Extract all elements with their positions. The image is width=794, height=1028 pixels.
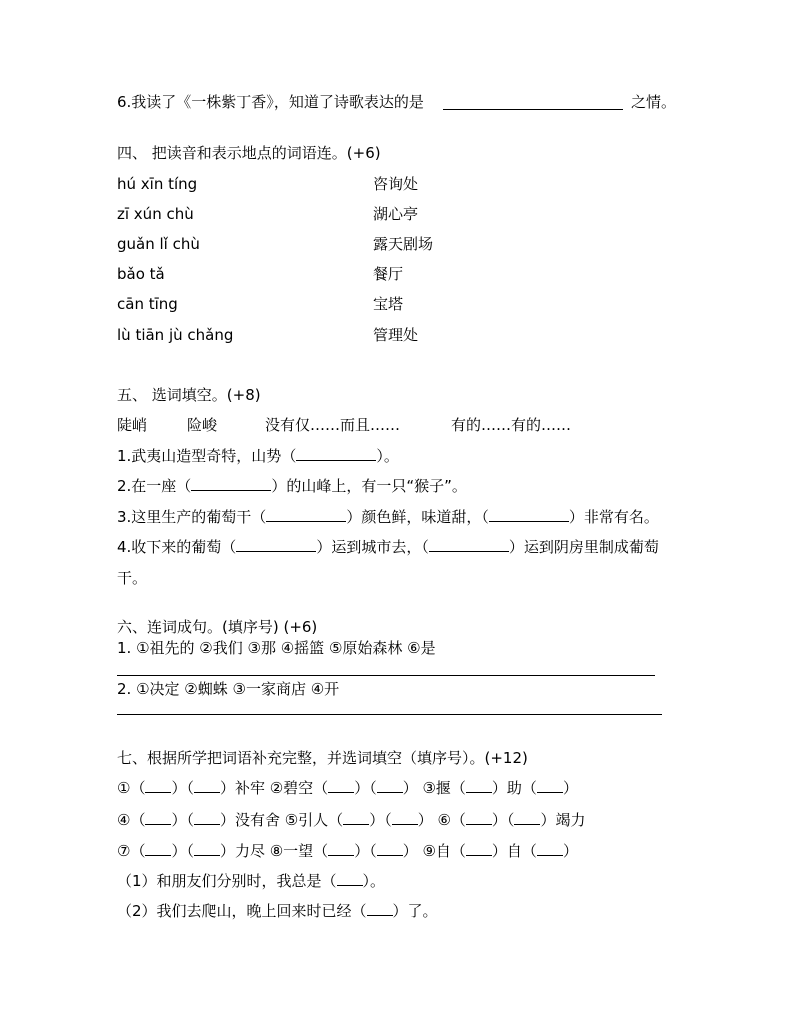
sec5-q3-text-a: 3.这里生产的葡萄干（ (117, 508, 267, 526)
place-4[interactable]: 餐厅 (373, 265, 404, 283)
text: ）竭力 (540, 811, 586, 829)
place-6[interactable]: 管理处 (373, 326, 419, 344)
blank[interactable] (466, 778, 492, 793)
blank[interactable] (145, 841, 171, 856)
sec5-q4-continuation: 干。 (117, 569, 148, 587)
blank[interactable] (466, 810, 492, 825)
sec5-q3 (117, 507, 659, 527)
place-2[interactable]: 湖心亭 (373, 205, 419, 223)
text: ）力尽 ⑧一望（ (219, 842, 329, 860)
blank[interactable] (367, 901, 393, 916)
sec5-q3-blank-2[interactable] (489, 507, 569, 522)
text: ）助（ (491, 779, 537, 797)
pinyin-5[interactable]: cān tīng (117, 295, 178, 313)
sec5-q4-blank-1[interactable] (236, 537, 316, 552)
blank[interactable] (537, 778, 563, 793)
text: （1）和朋友们分别时，我总是（ (117, 872, 337, 890)
section-4-title: 四、 把读音和表示地点的词语连。(+6) (117, 144, 381, 162)
sec6-q1: 1. ①祖先的 ②我们 ③那 ④摇篮 ⑤原始森林 ⑥是 (117, 639, 436, 657)
sec5-q2-text-b: ）的山峰上，有一只“猴子”。 (271, 477, 467, 495)
q6-text-before: 6.我读了《一株紫丁香》，知道了诗歌表达的是 (117, 93, 424, 111)
sec5-q3-text-b: ）颜色鲜，味道甜，（ (346, 508, 489, 526)
q6-text-after: 之情。 (631, 93, 677, 111)
blank[interactable] (328, 778, 354, 793)
sec5-q1-text-b: ）。 (376, 447, 399, 465)
text: ） ③揠（ (402, 779, 466, 797)
blank[interactable] (145, 778, 171, 793)
pinyin-3[interactable]: guǎn lǐ chù (117, 235, 200, 253)
text: ）补牢 ②碧空（ (219, 779, 329, 797)
text: ）了。 (392, 902, 438, 920)
blank[interactable] (466, 841, 492, 856)
text: ）（ (491, 811, 515, 829)
pinyin-4[interactable]: bǎo tǎ (117, 265, 165, 283)
sec7-sentence-2 (117, 901, 438, 921)
sec6-q1-answer-line[interactable] (117, 675, 655, 676)
blank[interactable] (328, 841, 354, 856)
section-6-title: 六、连词成句。(填序号) (+6) (117, 618, 318, 636)
place-5[interactable]: 宝塔 (373, 295, 404, 313)
sec5-q1-blank[interactable] (296, 446, 376, 461)
sec5-q4-text-a: 4.收下来的葡萄（ (117, 538, 237, 556)
text: ⑦（ (117, 842, 146, 860)
place-1[interactable]: 咨询处 (373, 175, 419, 193)
sec5-q4-blank-2[interactable] (429, 537, 509, 552)
text: ） ⑥（ (417, 811, 466, 829)
sec5-q2-text-a: 2.在一座（ (117, 477, 192, 495)
text: ） (562, 842, 578, 860)
sec5-q4 (117, 537, 659, 557)
text: ）（ (369, 811, 392, 829)
text: ） (562, 779, 578, 797)
pinyin-2[interactable]: zī xún chù (117, 205, 194, 223)
blank[interactable] (337, 871, 363, 886)
sec7-sentence-1 (117, 871, 385, 891)
pinyin-1[interactable]: hú xīn tíng (117, 175, 198, 193)
blank[interactable] (514, 810, 540, 825)
question-6 (117, 92, 424, 112)
blank[interactable] (377, 841, 403, 856)
text: ）（ (171, 811, 194, 829)
text: ）没有舍 ⑤引人（ (219, 811, 344, 829)
blank[interactable] (145, 810, 171, 825)
section-7-title: 七、根据所学把词语补充完整，并选词填空（填序号）。(+12) (117, 749, 528, 767)
place-3[interactable]: 露天剧场 (373, 235, 434, 253)
sec6-q2: 2. ①决定 ②蜘蛛 ③一家商店 ④开 (117, 680, 340, 698)
q6-answer-blank[interactable] (443, 109, 623, 110)
sec5-q1 (117, 446, 399, 466)
sec6-q2-answer-line[interactable] (117, 714, 662, 715)
text: ）（ (171, 779, 194, 797)
blank[interactable] (377, 778, 403, 793)
word-bank-1: 陡峭 (117, 416, 148, 434)
sec5-q4-text-c: ）运到阴房里制成葡萄 (508, 538, 659, 556)
text: （2）我们去爬山，晚上回来时已经（ (117, 902, 367, 920)
sec5-q4-text-b: ）运到城市去，（ (316, 538, 429, 556)
sec7-row-2 (117, 810, 585, 830)
sec5-q2-blank[interactable] (191, 476, 271, 491)
word-bank-4: 有的……有的…… (451, 416, 572, 434)
sec5-q3-blank-1[interactable] (266, 507, 346, 522)
text: ）自（ (491, 842, 537, 860)
word-bank-2: 险峻 (187, 416, 218, 434)
blank[interactable] (194, 778, 220, 793)
blank[interactable] (343, 810, 369, 825)
blank[interactable] (194, 841, 220, 856)
text: ①（ (117, 779, 146, 797)
sec7-row-3 (117, 841, 578, 861)
blank[interactable] (194, 810, 220, 825)
blank[interactable] (537, 841, 563, 856)
text: ） ⑨自（ (402, 842, 466, 860)
word-bank-3: 没有仅……而且…… (265, 416, 401, 434)
section-5-title: 五、 选词填空。(+8) (117, 386, 261, 404)
sec7-row-1 (117, 778, 578, 798)
pinyin-6[interactable]: lù tiān jù chǎng (117, 326, 234, 344)
text: ）（ (354, 842, 377, 860)
text: ）（ (354, 779, 377, 797)
text: ④（ (117, 811, 146, 829)
blank[interactable] (392, 810, 418, 825)
sec5-q2 (117, 476, 467, 496)
text: ）。 (362, 872, 386, 890)
text: ）（ (171, 842, 194, 860)
sec5-q1-text-a: 1.武夷山造型奇特，山势（ (117, 447, 297, 465)
sec5-q3-text-c: ）非常有名。 (568, 508, 659, 526)
